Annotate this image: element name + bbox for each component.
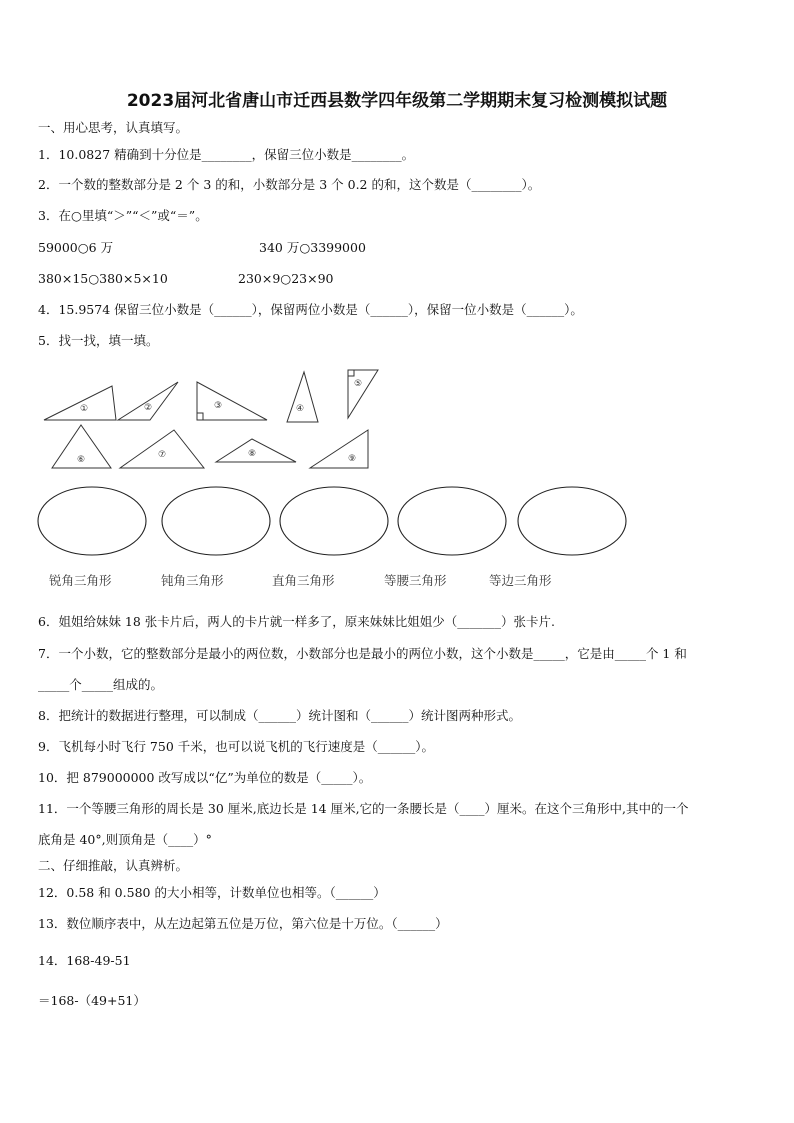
section-1-heading: 一、用心思考，认真填写。 xyxy=(38,120,189,135)
triangle-label-3: ③ xyxy=(213,401,223,411)
question-6: 6．姐姐给妹妹 18 张卡片后，两人的卡片就一样多了，原来妹妹比姐姐少（_______）张卡片. xyxy=(38,614,556,629)
oval-right xyxy=(280,487,388,555)
page-title: 2023届河北省唐山市迁西县数学四年级第二学期期末复习检测模拟试题 xyxy=(126,91,668,111)
question-11-line-2: 底角是 40°,则顶角是（____）° xyxy=(38,832,212,847)
triangle-label-9: ⑨ xyxy=(347,454,357,464)
oval-isosceles xyxy=(398,487,506,555)
triangle-label-8: ⑧ xyxy=(247,449,257,459)
triangle-7 xyxy=(120,430,204,468)
category-right-label: 直角三角形 xyxy=(272,573,335,588)
triangle-2 xyxy=(118,382,178,420)
category-acute-label: 锐角三角形 xyxy=(49,573,112,588)
question-7-line-1: 7．一个小数，它的整数部分是最小的两位数，小数部分也是最小的两位小数，这个小数是_____，它是由_____个 1 和 xyxy=(38,646,687,661)
question-5: 5．找一找，填一填。 xyxy=(38,333,159,348)
question-12: 12．0.58 和 0.580 的大小相等，计数单位也相等。（______） xyxy=(38,885,386,900)
question-7-line-2: _____个_____组成的。 xyxy=(38,677,164,692)
question-3: 3．在○里填“＞”“＜”或“＝”。 xyxy=(38,208,208,223)
right-angle-mark-5 xyxy=(348,370,354,376)
right-angle-mark-3 xyxy=(197,413,203,420)
oval-obtuse xyxy=(162,487,270,555)
triangle-label-5: ⑤ xyxy=(353,379,363,389)
category-equilateral-label: 等边三角形 xyxy=(489,573,552,588)
category-ovals xyxy=(0,483,794,563)
question-10: 10．把 879000000 改写成以“亿”为单位的数是（_____）。 xyxy=(38,770,372,785)
question-11-line-1: 11．一个等腰三角形的周长是 30 厘米,底边长是 14 厘米,它的一条腰长是（____）厘米。在这个三角形中,其中的一个 xyxy=(38,801,689,816)
triangle-label-4: ④ xyxy=(295,404,305,414)
question-3-item-b: 340 万○3399000 xyxy=(259,240,366,255)
question-3-item-c: 380×15○380×5×10 xyxy=(38,271,168,286)
question-14-step: ＝168-（49+51） xyxy=(38,993,146,1008)
category-isosceles-label: 等腰三角形 xyxy=(384,573,447,588)
triangle-3 xyxy=(197,382,267,420)
triangle-label-2: ② xyxy=(143,403,153,413)
triangle-label-7: ⑦ xyxy=(157,450,167,460)
oval-acute xyxy=(38,487,146,555)
section-2-heading: 二、仔细推敲，认真辨析。 xyxy=(38,858,189,873)
question-1: 1．10.0827 精确到十分位是________，保留三位小数是________。 xyxy=(38,147,415,162)
triangle-label-1: ① xyxy=(79,404,89,414)
triangle-9 xyxy=(310,430,368,468)
question-8: 8．把统计的数据进行整理，可以制成（______）统计图和（______）统计图两种形式。 xyxy=(38,708,521,723)
triangle-5 xyxy=(348,370,378,418)
question-9: 9．飞机每小时飞行 750 千米，也可以说飞机的飞行速度是（______）。 xyxy=(38,739,435,754)
question-14: 14．168-49-51 xyxy=(38,953,131,968)
oval-equilateral xyxy=(518,487,626,555)
category-obtuse-label: 钝角三角形 xyxy=(161,573,224,588)
triangle-label-6: ⑥ xyxy=(76,455,86,465)
question-3-item-a: 59000○6 万 xyxy=(38,240,114,255)
triangle-4 xyxy=(287,372,318,422)
question-13: 13．数位顺序表中，从左边起第五位是万位，第六位是十万位。（______） xyxy=(38,916,448,931)
triangle-1 xyxy=(44,386,116,420)
question-3-item-d: 230×9○23×90 xyxy=(238,271,334,286)
question-4: 4．15.9574 保留三位小数是（______），保留两位小数是（______），保留一位小数是（______）。 xyxy=(38,302,583,317)
question-2: 2．一个数的整数部分是 2 个 3 的和，小数部分是 3 个 0.2 的和，这个数是（________）。 xyxy=(38,177,541,192)
